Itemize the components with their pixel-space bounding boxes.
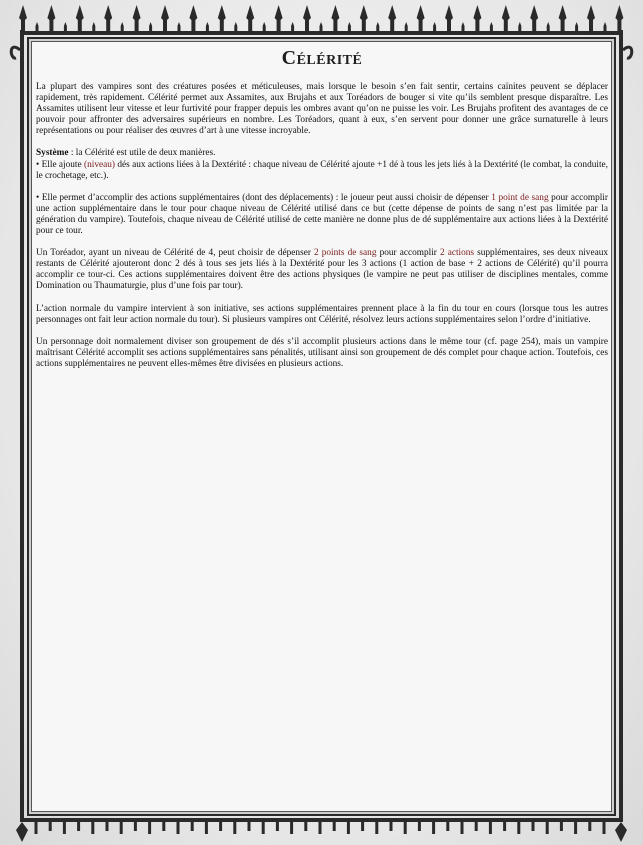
- fence-left-post: [20, 30, 24, 822]
- example-text: Un Toréador, ayant un niveau de Célérité de 4, peut choisir de dépenser: [36, 248, 315, 259]
- spear-finial-icon: [133, 5, 141, 32]
- dice-pool-paragraph: Un personnage doit normalement diviser son groupement de dés s’il accomplit plusieurs actions dans le même tour (cf. page 254), mais un vampire maîtrisant Célérité accomplit ses actions supplémentaires sans pénalités, utilisant ainsi son groupement de dés complet pour chaque action. Toutefois, ces actions supplémentaires ne peuvent elles-mêmes être divisées en plusieurs actions.: [36, 336, 608, 369]
- spear-finial-icon: [530, 5, 538, 32]
- document-body: [36, 46, 608, 381]
- fence-picket: [404, 822, 407, 834]
- small-spike-icon: [263, 22, 266, 32]
- fence-picket: [461, 822, 464, 834]
- spear-finial-icon: [161, 5, 169, 32]
- spear-finial-icon: [388, 5, 396, 32]
- small-spike-icon: [348, 22, 351, 32]
- fence-picket: [276, 822, 279, 831]
- fence-picket: [219, 822, 222, 831]
- small-spike-icon: [547, 22, 550, 32]
- small-spike-icon: [490, 22, 493, 32]
- spear-finial-icon: [47, 5, 55, 32]
- page-title: Célérité: [281, 47, 363, 69]
- small-spike-icon: [405, 22, 408, 32]
- fence-picket: [77, 822, 80, 831]
- example-paragraph: [36, 248, 608, 292]
- spear-finial-icon: [331, 5, 339, 32]
- scroll-ornament-icon: [11, 47, 20, 58]
- small-spike-icon: [121, 22, 124, 32]
- fence-picket: [375, 822, 378, 834]
- bullet-text: • Elle ajoute: [36, 159, 84, 170]
- fence-picket: [588, 822, 591, 831]
- intro-paragraph: La plupart des vampires sont des créatures posées et méticuleuses, mais lorsque le besoin s’en fait sentir, certains caïnites peuvent se déplacer rapidement, très rapidement. Célérité permet aux Assamites, aux Brujahs et aux Toréadors de bouger si vite qu’ils semblent presque disparaître. Les Assamites utilisent leur vitesse et leur furtivité pour frapper depuis les ombres avant qu’on ne puisse les voir. Les Brujahs profitent des avantages de ce pouvoir pour affronter des adversaires supérieurs en nombre. Les Toréadors, quant à eux, s’en servent pour donner une grâce surnaturelle à leurs représentations ou pour réaliser des œuvres d’art à une vitesse incroyable.: [36, 82, 608, 137]
- fence-picket: [503, 822, 506, 831]
- spear-finial-icon: [104, 5, 112, 32]
- fence-picket: [517, 822, 520, 834]
- fence-picket: [361, 822, 364, 831]
- fence-picket: [418, 822, 421, 831]
- small-spike-icon: [92, 22, 95, 32]
- system-section: [36, 148, 608, 237]
- spear-finial-icon: [19, 5, 27, 32]
- fence-picket: [319, 822, 322, 834]
- fence-picket: [120, 822, 123, 834]
- fence-picket: [248, 822, 251, 831]
- small-spike-icon: [234, 22, 237, 32]
- small-spike-icon: [178, 22, 181, 32]
- bottom-finial-icon: [16, 822, 28, 842]
- spear-finial-icon: [615, 5, 623, 32]
- bullet-text: • Elle permet d’accomplir des actions supplémentaires (dont des déplacements) : le joueur peut aussi choisir de dépenser: [36, 192, 492, 203]
- spear-finial-icon: [303, 5, 311, 32]
- spear-finial-icon: [502, 5, 510, 32]
- bullet-text: pour accomplir une action supplémentaire dans le tour pour chaque niveau de Célérité utilisé dans ce but (cette dépense de points de sang n’est pas limitée par la génération du vampire). Toutefois, chaque niveau de Célérité utilisé de cette manière ne donne plus de dé supplémentaire aux actions liées à la Dextérité pour ce tour.: [36, 192, 608, 237]
- fence-picket: [91, 822, 94, 834]
- fence-right-post: [619, 30, 623, 822]
- spear-finial-icon: [275, 5, 283, 32]
- small-spike-icon: [149, 22, 152, 32]
- fence-picket: [546, 822, 549, 834]
- small-spike-icon: [604, 22, 607, 32]
- fence-picket: [162, 822, 165, 831]
- small-spike-icon: [575, 22, 578, 32]
- fence-picket: [134, 822, 137, 831]
- system-label: Système: [36, 148, 69, 159]
- fence-picket: [233, 822, 236, 834]
- small-spike-icon: [376, 22, 379, 32]
- fence-picket: [475, 822, 478, 831]
- fence-picket: [532, 822, 535, 831]
- scroll-ornament-icon: [623, 47, 632, 58]
- spear-finial-icon: [360, 5, 368, 32]
- highlight-text: 2 actions: [439, 248, 475, 259]
- example-text: supplémentaires, ses deux niveaux restants de Célérité ajouteront donc 2 dés à tous ses jets liés à la Dextérité pour les 3 actions (1 action de base + 2 actions de Célérité) qu’il pourra accomplir ce tour-ci. Ces actions supplémentaires doivent être des actions physiques (le vampire ne peut pas utiliser de disciplines mentales, comme Domination ou Thaumaturgie, plus d’une fois par tour).: [36, 248, 609, 292]
- fence-picket: [390, 822, 393, 831]
- highlight-text: 1 point de sang: [491, 192, 549, 203]
- fence-picket: [347, 822, 350, 834]
- spear-finial-icon: [76, 5, 84, 32]
- spear-finial-icon: [559, 5, 567, 32]
- small-spike-icon: [462, 22, 465, 32]
- highlight-text: 2 points de sang: [314, 248, 377, 259]
- small-spike-icon: [320, 22, 323, 32]
- fence-picket: [205, 822, 208, 834]
- spear-finial-icon: [246, 5, 254, 32]
- fence-picket: [446, 822, 449, 831]
- bullet-actions: [36, 193, 608, 237]
- spear-finial-icon: [473, 5, 481, 32]
- fence-picket: [432, 822, 435, 834]
- fence-picket: [106, 822, 109, 831]
- fence-picket: [489, 822, 492, 834]
- spear-finial-icon: [587, 5, 595, 32]
- small-spike-icon: [291, 22, 294, 32]
- fence-picket: [333, 822, 336, 831]
- small-spike-icon: [64, 22, 67, 32]
- fence-bottom-rail: [20, 818, 623, 822]
- spear-finial-icon: [189, 5, 197, 32]
- small-spike-icon: [36, 22, 39, 32]
- bottom-finial-icon: [615, 822, 627, 842]
- fence-picket: [560, 822, 563, 831]
- fence-picket: [603, 822, 606, 834]
- fence-picket: [148, 822, 151, 834]
- small-spike-icon: [433, 22, 436, 32]
- bullet-text: dés aux actions liées à la Dextérité : chaque niveau de Célérité ajoute +1 dé à tous les jets liés à la Dextérité (le combat, la conduite, le crochetage, etc.).: [36, 159, 608, 181]
- bullet-dice: [36, 160, 608, 182]
- fence-picket: [191, 822, 194, 831]
- small-spike-icon: [206, 22, 209, 32]
- fence-picket: [262, 822, 265, 834]
- fence-picket: [49, 822, 52, 831]
- fence-picket: [63, 822, 66, 834]
- highlight-text: (niveau): [84, 159, 115, 170]
- small-spike-icon: [518, 22, 521, 32]
- spear-finial-icon: [218, 5, 226, 32]
- spear-finial-icon: [445, 5, 453, 32]
- fence-picket: [304, 822, 307, 831]
- spear-finial-icon: [417, 5, 425, 32]
- example-text: pour accomplir: [376, 248, 440, 259]
- fence-picket: [290, 822, 293, 834]
- fence-picket: [574, 822, 577, 834]
- fence-picket: [177, 822, 180, 834]
- initiative-paragraph: L’action normale du vampire intervient à son initiative, ses actions supplémentaires prennent place à la fin du tour en cours (lorsque tous les autres personnages ont fait leur action normale du tour). Si plusieurs vampires ont Célérité, résolvez leurs actions supplémentaires selon l’ordre d’initiative.: [36, 303, 608, 325]
- fence-picket: [35, 822, 38, 834]
- system-text: : la Célérité est utile de deux manières.: [68, 148, 216, 159]
